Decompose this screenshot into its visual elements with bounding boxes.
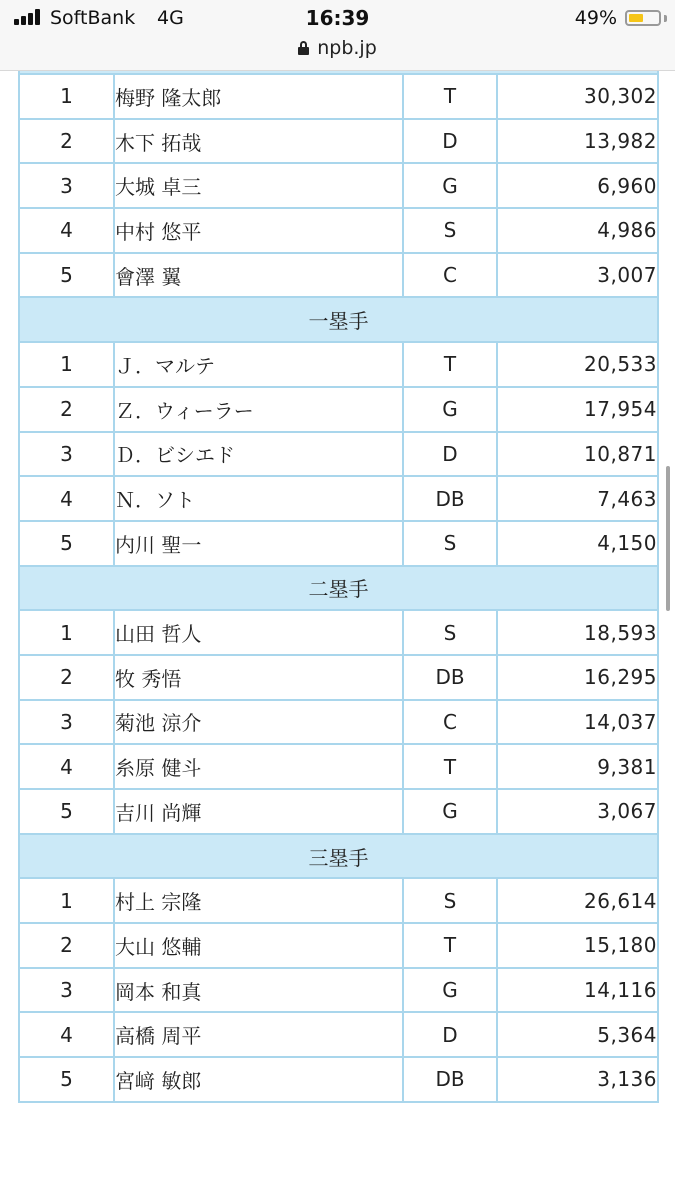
votes-cell: 3,007 xyxy=(497,253,658,298)
player-name-cell: 梅野 隆太郎 xyxy=(114,74,403,119)
rank-cell: 2 xyxy=(19,923,114,968)
rank-cell: 4 xyxy=(19,476,114,521)
status-time: 16:39 xyxy=(305,6,370,30)
player-name-cell: 村上 宗隆 xyxy=(114,878,403,923)
team-cell: S xyxy=(403,610,497,655)
votes-cell: 4,986 xyxy=(497,208,658,253)
vote-ranking-table xyxy=(18,71,659,1103)
battery-tip xyxy=(664,15,667,22)
player-name-cell: 菊池 涼介 xyxy=(114,700,403,745)
page-content[interactable] xyxy=(0,71,675,1200)
rank-cell: 4 xyxy=(19,1012,114,1057)
section-header xyxy=(19,566,658,611)
rank-cell: 2 xyxy=(19,655,114,700)
player-name-cell: 牧 秀悟 xyxy=(114,655,403,700)
player-name-cell: 内川 聖一 xyxy=(114,521,403,566)
battery-icon xyxy=(625,10,661,26)
rank-cell: 1 xyxy=(19,342,114,387)
player-name-cell: Ｊ．マルテ xyxy=(114,342,403,387)
votes-cell: 10,871 xyxy=(497,432,658,477)
rank-cell: 5 xyxy=(19,253,114,298)
team-cell: G xyxy=(403,163,497,208)
rank-cell: 5 xyxy=(19,1057,114,1102)
table-row xyxy=(19,74,658,119)
battery-level xyxy=(629,14,643,22)
team-cell: T xyxy=(403,923,497,968)
rank-cell: 1 xyxy=(19,74,114,119)
table-row xyxy=(19,789,658,834)
team-cell: D xyxy=(403,432,497,477)
table-row xyxy=(19,610,658,655)
lock-icon xyxy=(298,41,309,55)
rank-cell: 3 xyxy=(19,432,114,477)
votes-cell: 20,533 xyxy=(497,342,658,387)
table-row xyxy=(19,387,658,432)
rank-cell: 5 xyxy=(19,521,114,566)
player-name-cell: 岡本 和真 xyxy=(114,968,403,1013)
team-cell: T xyxy=(403,744,497,789)
rank-cell: 3 xyxy=(19,968,114,1013)
player-name-cell: 宮﨑 敏郎 xyxy=(114,1057,403,1102)
player-name-cell: 會澤 翼 xyxy=(114,253,403,298)
status-bar xyxy=(0,0,675,36)
section-title: 三塁手 xyxy=(19,834,658,879)
team-cell: T xyxy=(403,74,497,119)
table-row xyxy=(19,342,658,387)
votes-cell: 13,982 xyxy=(497,119,658,164)
section-title: 一塁手 xyxy=(19,297,658,342)
team-cell: G xyxy=(403,387,497,432)
votes-cell: 16,295 xyxy=(497,655,658,700)
team-cell: S xyxy=(403,878,497,923)
player-name-cell: 木下 拓哉 xyxy=(114,119,403,164)
votes-cell: 15,180 xyxy=(497,923,658,968)
team-cell: C xyxy=(403,700,497,745)
table-row xyxy=(19,253,658,298)
table-row xyxy=(19,119,658,164)
battery-percent: 49% xyxy=(574,7,617,29)
player-name-cell: 吉川 尚輝 xyxy=(114,789,403,834)
player-name-cell: 中村 悠平 xyxy=(114,208,403,253)
table-row xyxy=(19,968,658,1013)
team-cell: D xyxy=(403,1012,497,1057)
player-name-cell: Ｎ．ソト xyxy=(114,476,403,521)
rank-cell: 5 xyxy=(19,789,114,834)
player-name-cell: 大城 卓三 xyxy=(114,163,403,208)
team-cell: T xyxy=(403,342,497,387)
section-header xyxy=(19,834,658,879)
votes-cell: 26,614 xyxy=(497,878,658,923)
table-row xyxy=(19,521,658,566)
rank-cell: 3 xyxy=(19,700,114,745)
votes-cell: 9,381 xyxy=(497,744,658,789)
player-name-cell: 高橋 周平 xyxy=(114,1012,403,1057)
votes-cell: 6,960 xyxy=(497,163,658,208)
scroll-indicator[interactable] xyxy=(666,466,670,611)
section-header xyxy=(19,297,658,342)
section-title: 二塁手 xyxy=(19,566,658,611)
votes-cell: 14,037 xyxy=(497,700,658,745)
player-name-cell: Ｚ．ウィーラー xyxy=(114,387,403,432)
votes-cell: 4,150 xyxy=(497,521,658,566)
rank-cell: 2 xyxy=(19,119,114,164)
team-cell: DB xyxy=(403,655,497,700)
player-name-cell: 大山 悠輔 xyxy=(114,923,403,968)
votes-cell: 3,136 xyxy=(497,1057,658,1102)
rank-cell: 2 xyxy=(19,387,114,432)
team-cell: G xyxy=(403,968,497,1013)
votes-cell: 14,116 xyxy=(497,968,658,1013)
vote-ranking-body xyxy=(19,71,658,1102)
url-display[interactable] xyxy=(0,37,675,59)
team-cell: DB xyxy=(403,476,497,521)
table-row xyxy=(19,208,658,253)
votes-cell: 5,364 xyxy=(497,1012,658,1057)
team-cell: DB xyxy=(403,1057,497,1102)
team-cell: S xyxy=(403,208,497,253)
team-cell: G xyxy=(403,789,497,834)
votes-cell: 7,463 xyxy=(497,476,658,521)
table-row xyxy=(19,476,658,521)
network-type: 4G xyxy=(157,7,184,29)
team-cell: C xyxy=(403,253,497,298)
table-row xyxy=(19,432,658,477)
table-row xyxy=(19,163,658,208)
votes-cell: 17,954 xyxy=(497,387,658,432)
rank-cell: 4 xyxy=(19,744,114,789)
carrier-name: SoftBank xyxy=(50,7,136,29)
player-name-cell: 山田 哲人 xyxy=(114,610,403,655)
table-row xyxy=(19,700,658,745)
rank-cell: 1 xyxy=(19,610,114,655)
url-text: npb.jp xyxy=(317,37,377,59)
team-cell: S xyxy=(403,521,497,566)
table-row xyxy=(19,923,658,968)
table-row xyxy=(19,744,658,789)
table-row xyxy=(19,878,658,923)
table-row xyxy=(19,1057,658,1102)
player-name-cell: Ｄ．ビシエド xyxy=(114,432,403,477)
table-row xyxy=(19,655,658,700)
rank-cell: 1 xyxy=(19,878,114,923)
votes-cell: 3,067 xyxy=(497,789,658,834)
table-row xyxy=(19,1012,658,1057)
address-bar[interactable] xyxy=(0,36,675,71)
player-name-cell: 糸原 健斗 xyxy=(114,744,403,789)
team-cell: D xyxy=(403,119,497,164)
rank-cell: 4 xyxy=(19,208,114,253)
rank-cell: 3 xyxy=(19,163,114,208)
votes-cell: 18,593 xyxy=(497,610,658,655)
votes-cell: 30,302 xyxy=(497,74,658,119)
